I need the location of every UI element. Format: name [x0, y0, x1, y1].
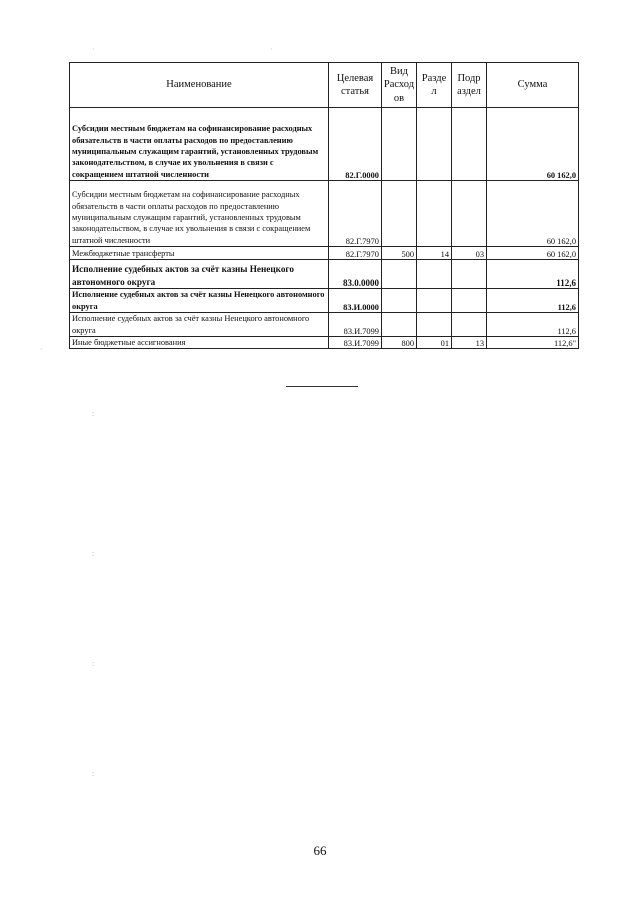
- header-expense-type: Вид Расход ов: [382, 63, 417, 108]
- row-name: Исполнение судебных актов за счёт казны Ненецкого автономного округа: [70, 313, 329, 337]
- table-row: [70, 247, 579, 260]
- page-number: 66: [313, 843, 327, 858]
- row-subsection: [452, 260, 487, 289]
- row-subsection: 13: [452, 337, 487, 349]
- row-target-article: 83.И.7099: [329, 337, 382, 349]
- row-target-article: 83.0.0000: [329, 260, 382, 289]
- row-section: [417, 260, 452, 289]
- scan-speck: :: [92, 659, 95, 668]
- row-section: 01: [417, 337, 452, 349]
- table-row: [70, 181, 579, 247]
- row-target-article: 82.Г.7970: [329, 247, 382, 260]
- row-subsection: [452, 108, 487, 181]
- scan-speck: ·: [92, 45, 95, 54]
- header-sum: Сумма: [487, 63, 579, 108]
- row-section: 14: [417, 247, 452, 260]
- row-sum: 60 162,0: [487, 108, 579, 181]
- row-sum: 60 162,0: [487, 181, 579, 247]
- row-target-article: 83.И.0000: [329, 289, 382, 313]
- row-sum: 60 162,0: [487, 247, 579, 260]
- row-section: [417, 313, 452, 337]
- table-row: [70, 289, 579, 313]
- row-expense-type: [382, 313, 417, 337]
- row-expense-type: 800: [382, 337, 417, 349]
- row-target-article: 82.Г.7970: [329, 181, 382, 247]
- row-name: Исполнение судебных актов за счёт казны Ненецкого автономного округа: [70, 289, 329, 313]
- row-expense-type: [382, 260, 417, 289]
- row-name: Иные бюджетные ассигнования: [70, 337, 329, 349]
- row-sum: 112,6: [487, 313, 579, 337]
- table-row: [70, 260, 579, 289]
- row-section: [417, 181, 452, 247]
- header-target-article: Целевая статья: [329, 63, 382, 108]
- row-expense-type: [382, 289, 417, 313]
- header-name: Наименование: [70, 63, 329, 108]
- header-subsection: Подр аздел: [452, 63, 487, 108]
- row-expense-type: 500: [382, 247, 417, 260]
- row-name: Субсидии местным бюджетам на софинансирование расходных обязательств в части оплаты расходов по предоставлению муниципальным служащим гарантий, установленных трудовым законодательством, в случае их увольнения в связи с сокращением штатной численности: [70, 108, 329, 181]
- table-row: [70, 337, 579, 349]
- row-target-article: 82.Г.0000: [329, 108, 382, 181]
- scan-speck: ·: [40, 345, 43, 354]
- row-name: Исполнение судебных актов за счёт казны Ненецкого автономного округа: [70, 260, 329, 289]
- row-target-article: 83.И.7099: [329, 313, 382, 337]
- budget-table: [69, 62, 579, 349]
- end-of-table-divider: [286, 386, 358, 387]
- row-sum: 112,6": [487, 337, 579, 349]
- table-row: [70, 313, 579, 337]
- row-section: [417, 289, 452, 313]
- row-subsection: [452, 181, 487, 247]
- row-section: [417, 108, 452, 181]
- row-expense-type: [382, 181, 417, 247]
- header-section: Разде л: [417, 63, 452, 108]
- row-name: Межбюджетные трансферты: [70, 247, 329, 260]
- row-subsection: [452, 289, 487, 313]
- table-row: [70, 108, 579, 181]
- row-sum: 112,6: [487, 289, 579, 313]
- scan-speck: :: [92, 549, 95, 558]
- table-header-row: [70, 63, 579, 108]
- row-sum: 112,6: [487, 260, 579, 289]
- scan-speck: ·: [270, 45, 273, 54]
- row-subsection: [452, 313, 487, 337]
- scan-speck: :: [92, 409, 95, 418]
- row-name: Субсидии местным бюджетам на софинансирование расходных обязательств в части оплаты расходов по предоставлению муниципальным служащим гарантий, установленных трудовым законодательством, в случае их увольнения в связи с сокращением штатной численности: [70, 181, 329, 247]
- row-expense-type: [382, 108, 417, 181]
- scan-speck: :: [92, 769, 95, 778]
- row-subsection: 03: [452, 247, 487, 260]
